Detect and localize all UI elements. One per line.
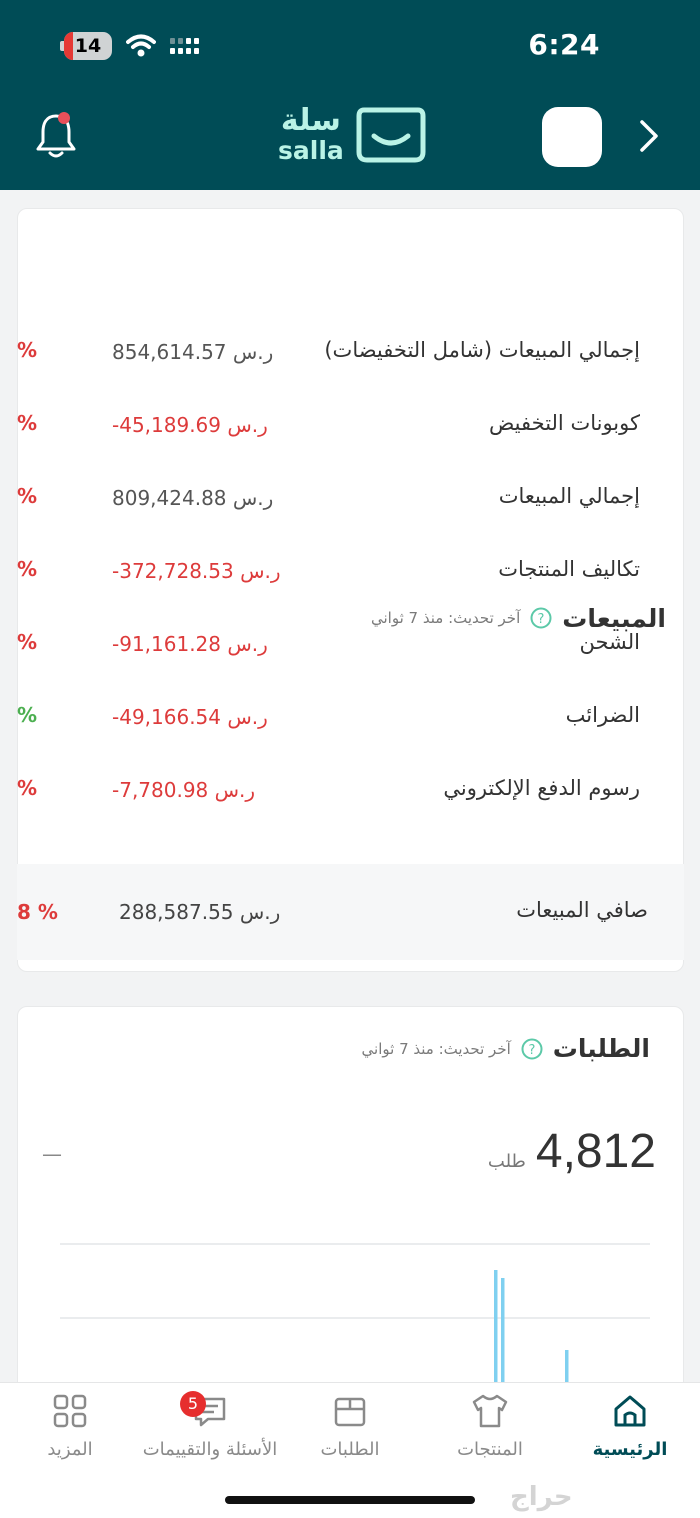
row-value: -49,166.54 ر.س	[112, 705, 268, 729]
orders-unit: طلب	[487, 1151, 526, 1172]
box-icon	[330, 1391, 370, 1431]
home-indicator[interactable]	[225, 1496, 475, 1504]
net-sales-row	[17, 864, 684, 960]
row-value: 854,614.57 ر.س	[112, 340, 274, 364]
sales-title: المبيعات	[562, 603, 666, 633]
row-pct: %	[17, 703, 38, 727]
row-pct: %	[17, 484, 38, 508]
notification-badge: 5	[180, 1391, 206, 1417]
sales-row	[17, 626, 684, 666]
logo-latin: salla	[278, 135, 344, 165]
orders-chart	[60, 1230, 650, 1390]
orders-count: 4,812	[535, 1125, 656, 1178]
wifi-icon	[126, 34, 156, 58]
notification-bell-icon[interactable]	[34, 112, 78, 160]
tshirt-icon	[470, 1391, 510, 1431]
sales-row	[17, 407, 684, 447]
row-label: تكاليف المنتجات	[498, 557, 640, 581]
net-sales-value: 288,587.55 ر.س	[119, 900, 281, 924]
salla-bag-icon	[354, 104, 428, 164]
row-label: رسوم الدفع الإلكتروني	[443, 776, 640, 800]
sales-row	[17, 480, 684, 520]
app-header	[0, 0, 700, 190]
row-value: -91,161.28 ر.س	[112, 632, 268, 656]
nav-label: الطلبات	[320, 1439, 380, 1460]
chevron-right-icon[interactable]	[634, 118, 664, 154]
row-label: إجمالي المبيعات	[498, 484, 640, 508]
nav-products[interactable]	[420, 1383, 560, 1483]
cellular-signal-icon	[170, 38, 199, 54]
row-value: 809,424.88 ر.س	[112, 486, 274, 510]
row-pct: %	[17, 630, 38, 654]
orders-total	[488, 1124, 656, 1179]
notification-dot	[58, 112, 70, 124]
watermark: حراج	[510, 1482, 573, 1512]
nav-label: المزيد	[47, 1439, 93, 1460]
row-pct: %	[17, 557, 38, 581]
sales-row	[17, 334, 684, 374]
row-value: -45,189.69 ر.س	[112, 413, 268, 437]
orders-card-header	[362, 1034, 650, 1063]
sales-row	[17, 772, 684, 812]
logo-arabic: سلة	[280, 102, 341, 138]
row-label: إجمالي المبيعات (شامل التخفيضات)	[324, 338, 640, 362]
row-label: كوبونات التخفيض	[488, 411, 640, 435]
orders-change: —	[42, 1142, 62, 1166]
nav-questions-reviews[interactable]	[140, 1383, 280, 1483]
row-label: الضرائب	[565, 703, 640, 727]
net-sales-pct: 8 %	[17, 900, 58, 924]
sales-updated: آخر تحديث: منذ 7 ثواني	[371, 609, 521, 627]
nav-orders[interactable]	[280, 1383, 420, 1483]
orders-title: الطلبات	[552, 1034, 650, 1063]
battery-icon: 14	[64, 32, 112, 60]
nav-home[interactable]	[560, 1383, 700, 1483]
nav-label: المنتجات	[457, 1439, 523, 1460]
nav-label: الرئيسية	[592, 1439, 668, 1460]
chart-bar	[494, 1270, 498, 1390]
row-pct: %	[17, 338, 38, 362]
status-icons	[64, 32, 199, 60]
net-sales-label: صافي المبيعات	[516, 898, 648, 922]
row-pct: %	[17, 776, 38, 800]
salla-logo	[278, 104, 428, 164]
orders-updated: آخر تحديث: منذ 7 ثواني	[361, 1039, 511, 1058]
row-label: الشحن	[579, 630, 640, 654]
home-icon	[610, 1391, 650, 1431]
chart-bar	[501, 1278, 505, 1390]
grid-icon	[50, 1391, 90, 1431]
sales-row	[17, 553, 684, 593]
status-time: 6:24	[528, 28, 600, 61]
store-avatar[interactable]	[542, 107, 602, 167]
row-value: -372,728.53 ر.س	[112, 559, 281, 583]
row-pct: %	[17, 411, 38, 435]
nav-label: الأسئلة والتقييمات	[142, 1439, 278, 1460]
svg-text:?: ?	[537, 612, 545, 627]
sales-row	[17, 699, 684, 739]
help-icon[interactable]	[521, 1038, 543, 1060]
svg-text:?: ?	[528, 1042, 536, 1058]
nav-more[interactable]	[0, 1383, 140, 1483]
row-value: -7,780.98 ر.س	[112, 778, 256, 802]
